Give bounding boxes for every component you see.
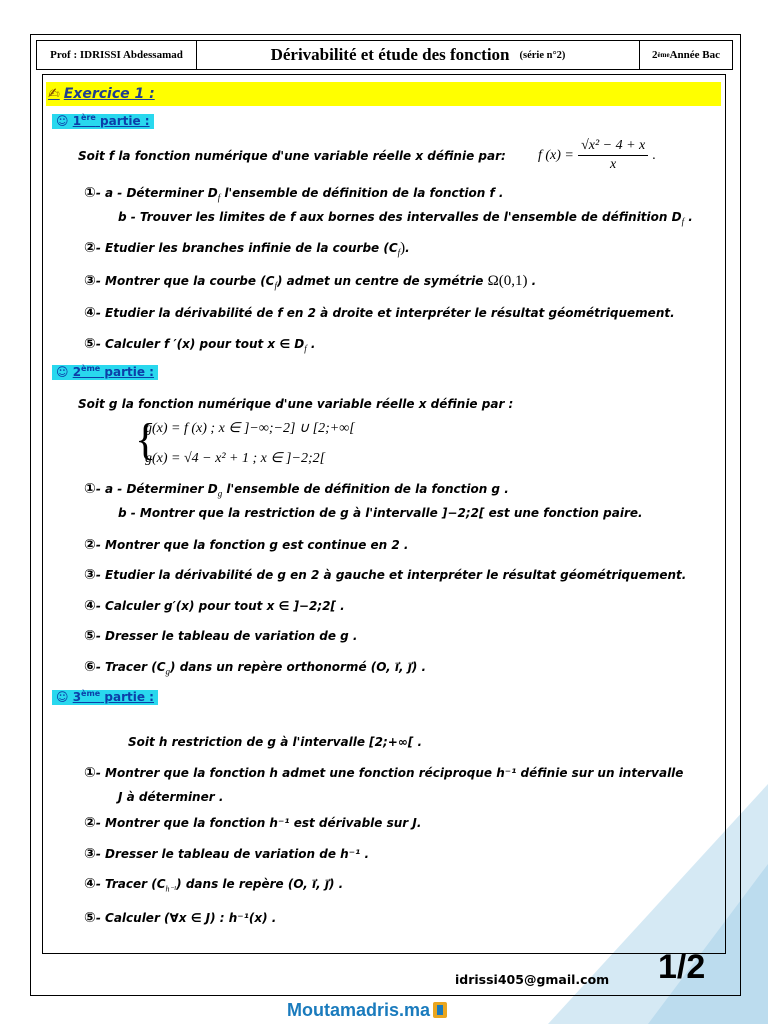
series-text: (série n°2) bbox=[519, 49, 566, 61]
part-3-label: ☺ 3ème partie : bbox=[52, 690, 158, 705]
p3-q4: ④- Tracer $(C_{h^{-1}})$ dans le repère (O, i⃗, j⃗) . bbox=[84, 876, 344, 894]
exercise-title-text: Exercice 1 : bbox=[63, 86, 155, 102]
level-sup: ème bbox=[657, 51, 670, 59]
author-email: idrissi405@gmail.com bbox=[455, 972, 610, 987]
smiley-icon: ☺ bbox=[56, 365, 73, 379]
p3-q1: ①- Montrer que la fonction h admet une fonction réciproque h⁻¹ définie sur un intervalle bbox=[84, 765, 684, 781]
p2-q3: ③- Etudier la dérivabilité de g en 2 à gauche et interpréter le résultat géométriquement. bbox=[84, 567, 687, 583]
exercise-title bbox=[48, 86, 155, 102]
p2-q2: ②- Montrer que la fonction g est continue en 2 . bbox=[84, 537, 409, 553]
p1-formula: f (x) = $\frac{\text{√x² − 4 + x}}{x}$ . bbox=[538, 138, 656, 172]
title-text: Dérivabilité et étude des fonction bbox=[270, 45, 510, 64]
p3-q5: ⑤- Calculer (∀x ∈ J) : h⁻¹(x) . bbox=[84, 910, 277, 926]
p1-q1b: b - Trouver les limites de f aux bornes des intervalles de l'ensemble de définition $D_f$ . bbox=[118, 210, 693, 227]
smiley-icon: ☺ bbox=[56, 690, 73, 704]
p2-q5: ⑤- Dresser le tableau de variation de g . bbox=[84, 628, 358, 644]
site-logo bbox=[287, 998, 447, 1022]
p3-q3: ③- Dresser le tableau de variation de h⁻¹ . bbox=[84, 846, 370, 862]
p1-q5: ⑤- Calculer f ′(x) pour tout x ∈ $D_f$ . bbox=[84, 336, 316, 354]
part-2-label: ☺ 2ème partie : bbox=[52, 365, 158, 380]
p3-q1-continued: J à déterminer . bbox=[118, 790, 224, 804]
p1-q2: ②- Etudier les branches infinie de la courbe $(C_f)$. bbox=[84, 240, 410, 258]
p2-system-line-2: g(x) = √4 − x² + 1 ; x ∈ ]−2;2[ bbox=[145, 451, 326, 466]
p3-intro: Soit h restriction de g à l'intervalle [2;+∞[ . bbox=[128, 735, 423, 749]
level bbox=[640, 41, 732, 69]
system-brace: { bbox=[135, 415, 157, 464]
part-1-label: ☺ 1ère partie : bbox=[52, 114, 154, 129]
header-bar bbox=[36, 40, 733, 70]
pencil-icon: ✍ bbox=[48, 86, 60, 102]
p2-q1a: ①- a - Déterminer $D_g$ l'ensemble de définition de la fonction g . bbox=[84, 481, 509, 499]
p1-q3: ③- Montrer que la courbe $(C_f)$ admet un centre de symétrie Ω(0,1) . bbox=[84, 273, 537, 291]
level-prefix: 2 bbox=[652, 49, 658, 61]
p1-q1a: ①- a - Déterminer $D_f$ l'ensemble de définition de la fonction f . bbox=[84, 185, 504, 203]
level-suffix: Année Bac bbox=[669, 49, 720, 61]
p1-q4: ④- Etudier la dérivabilité de f en 2 à droite et interpréter le résultat géométriquement. bbox=[84, 305, 675, 321]
smiley-icon: ☺ bbox=[56, 114, 73, 128]
page-number: 1/2 bbox=[658, 948, 706, 986]
author: Prof : IDRISSI Abdessamad bbox=[37, 41, 197, 69]
p2-q1b: b - Montrer que la restriction de g à l'intervalle ]−2;2[ est une fonction paire. bbox=[118, 506, 643, 520]
p1-intro: Soit f la fonction numérique d'une variable réelle x définie par: bbox=[78, 149, 506, 163]
logo-text: Moutamadris.ma bbox=[287, 999, 431, 1020]
p2-q6: ⑥- Tracer $(C_g)$ dans un repère orthonormé (O, i⃗, j⃗) . bbox=[84, 659, 427, 677]
p2-q4: ④- Calculer g′(x) pour tout x ∈ ]−2;2[ . bbox=[84, 598, 345, 614]
p2-intro: Soit g la fonction numérique d'une variable réelle x définie par : bbox=[78, 397, 514, 411]
p2-system-line-1: g(x) = f (x) ; x ∈ ]−∞;−2] ∪ [2;+∞[ bbox=[145, 421, 355, 436]
document-title bbox=[197, 41, 640, 69]
logo-mark-icon bbox=[433, 1002, 447, 1018]
p3-q2: ②- Montrer que la fonction h⁻¹ est dérivable sur J. bbox=[84, 815, 422, 831]
